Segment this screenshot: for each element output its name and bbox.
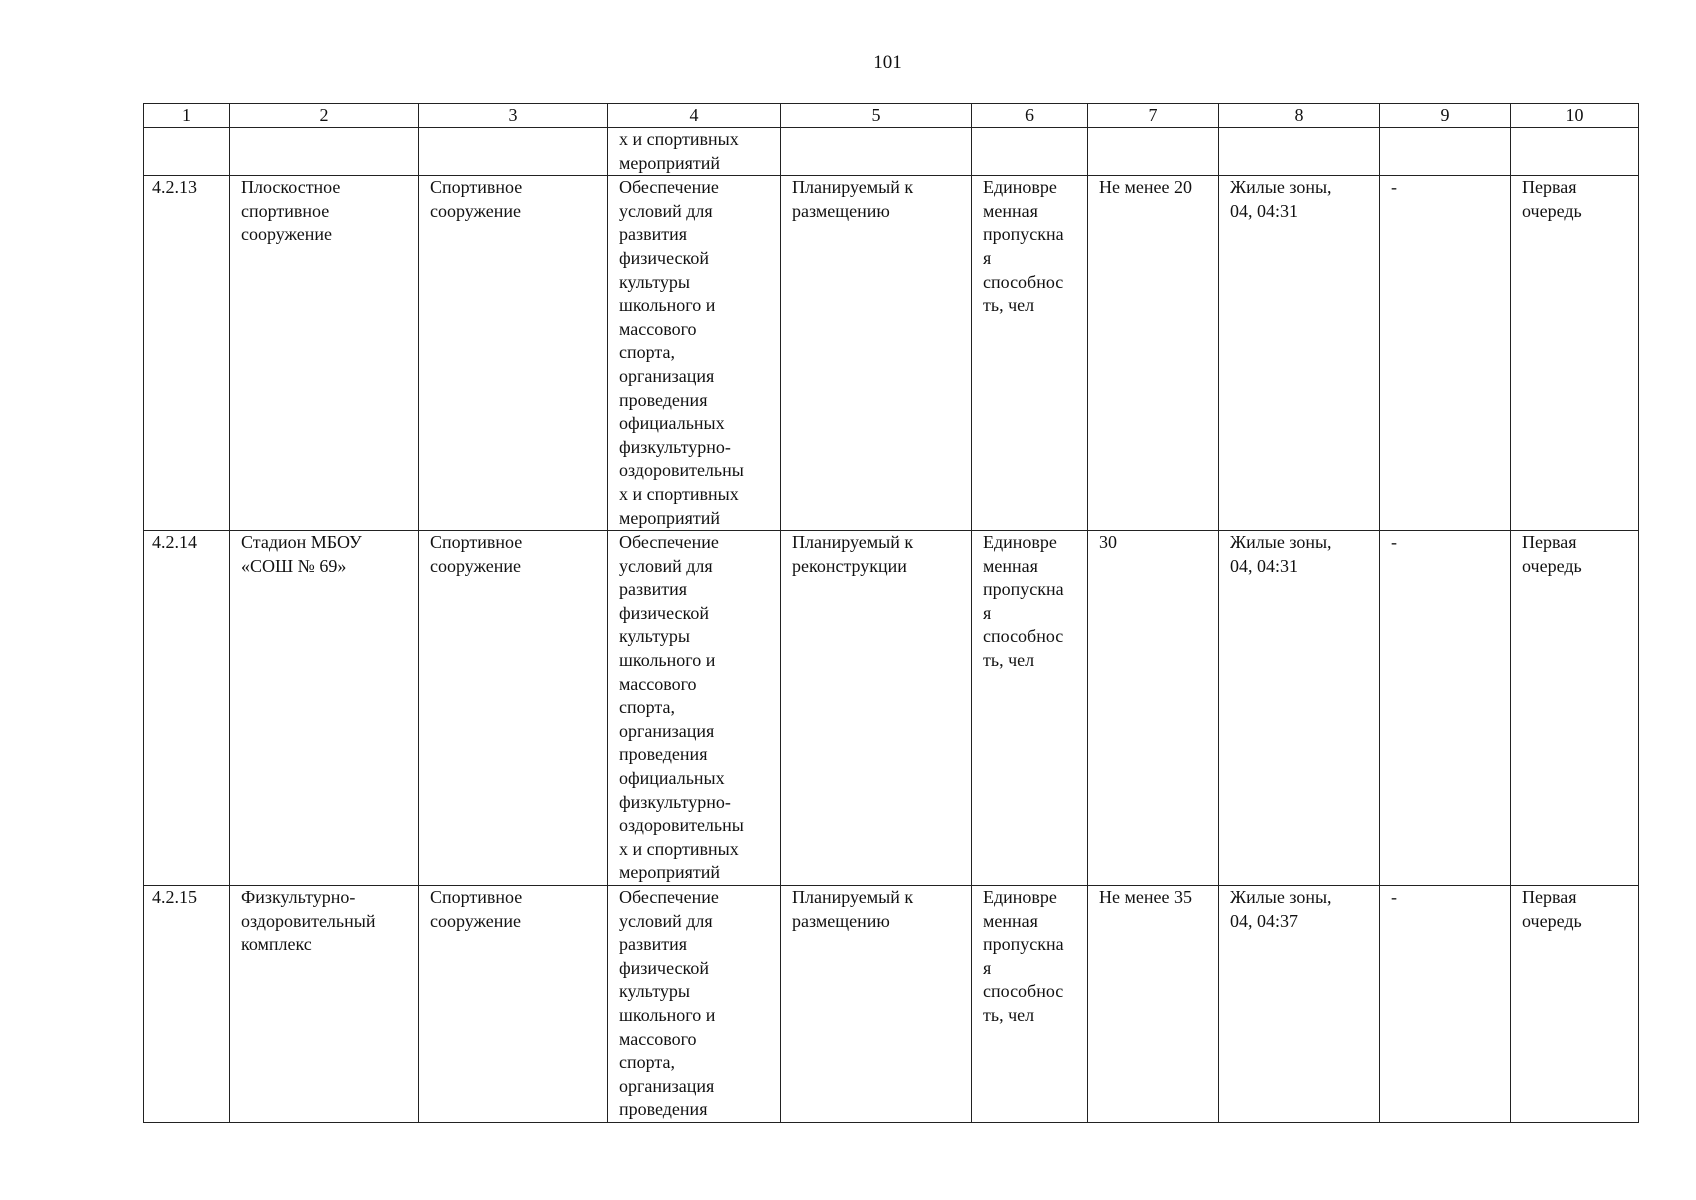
table-row: [144, 886, 1639, 1123]
planning-table: [143, 103, 1639, 1123]
column-number: 3: [419, 104, 608, 128]
object-purpose: Обеспечение условий для развития физической культуры школьного и массового спорта, организация проведения: [608, 886, 781, 1123]
capacity-value: Не менее 35: [1088, 886, 1219, 1123]
table-row: [144, 531, 1639, 886]
object-name: Стадион МБОУ «СОШ № 69»: [230, 531, 419, 886]
location-zone: Жилые зоны, 04, 04:31: [1219, 531, 1380, 886]
column-number: 9: [1380, 104, 1511, 128]
implementation-stage: Первая очередь: [1511, 886, 1639, 1123]
capacity-value: Не менее 20: [1088, 176, 1219, 531]
location-zone: Жилые зоны, 04, 04:31: [1219, 176, 1380, 531]
object-status: Планируемый к размещению: [781, 886, 972, 1123]
item-number: 4.2.15: [144, 886, 230, 1123]
protection-zone: -: [1380, 176, 1511, 531]
object-type: Спортивное сооружение: [419, 531, 608, 886]
object-purpose: Обеспечение условий для развития физической культуры школьного и массового спорта, организация проведения официальных физкультурно- оздоровительны х и спортивных мероприятий: [608, 531, 781, 886]
table-cell: [972, 128, 1088, 176]
column-number: 5: [781, 104, 972, 128]
column-number: 2: [230, 104, 419, 128]
protection-zone: -: [1380, 886, 1511, 1123]
object-name: Физкультурно- оздоровительный комплекс: [230, 886, 419, 1123]
protection-zone: -: [1380, 531, 1511, 886]
object-purpose: Обеспечение условий для развития физической культуры школьного и массового спорта, организация проведения официальных физкультурно- оздоровительны х и спортивных мероприятий: [608, 176, 781, 531]
object-status: Планируемый к размещению: [781, 176, 972, 531]
table-cell: [1219, 128, 1380, 176]
column-number: 1: [144, 104, 230, 128]
purpose-text: х и спортивных мероприятий: [619, 129, 739, 173]
continuation-row: [144, 128, 1639, 176]
object-type: Спортивное сооружение: [419, 176, 608, 531]
implementation-stage: Первая очередь: [1511, 531, 1639, 886]
table-cell: [1088, 128, 1219, 176]
implementation-stage: Первая очередь: [1511, 176, 1639, 531]
capacity-metric: Единовре менная пропускна я способнос ть, чел: [972, 176, 1088, 531]
column-number: 4: [608, 104, 781, 128]
object-status: Планируемый к реконструкции: [781, 531, 972, 886]
capacity-metric: Единовре менная пропускна я способнос ть, чел: [972, 531, 1088, 886]
item-number: 4.2.14: [144, 531, 230, 886]
column-number: 6: [972, 104, 1088, 128]
object-name: Плоскостное спортивное сооружение: [230, 176, 419, 531]
column-number-row: [144, 104, 1639, 128]
table-cell: [419, 128, 608, 176]
item-number: 4.2.13: [144, 176, 230, 531]
table-cell: [1380, 128, 1511, 176]
capacity-value: 30: [1088, 531, 1219, 886]
column-number: 7: [1088, 104, 1219, 128]
column-number: 10: [1511, 104, 1639, 128]
table-cell: [608, 128, 781, 176]
location-zone: Жилые зоны, 04, 04:37: [1219, 886, 1380, 1123]
table-cell: [1511, 128, 1639, 176]
column-number: 8: [1219, 104, 1380, 128]
table-row: [144, 176, 1639, 531]
capacity-metric: Единовре менная пропускна я способнос ть, чел: [972, 886, 1088, 1123]
table-cell: [230, 128, 419, 176]
page-number: 101: [873, 52, 902, 73]
object-type: Спортивное сооружение: [419, 886, 608, 1123]
table-cell: [781, 128, 972, 176]
table-cell: [144, 128, 230, 176]
